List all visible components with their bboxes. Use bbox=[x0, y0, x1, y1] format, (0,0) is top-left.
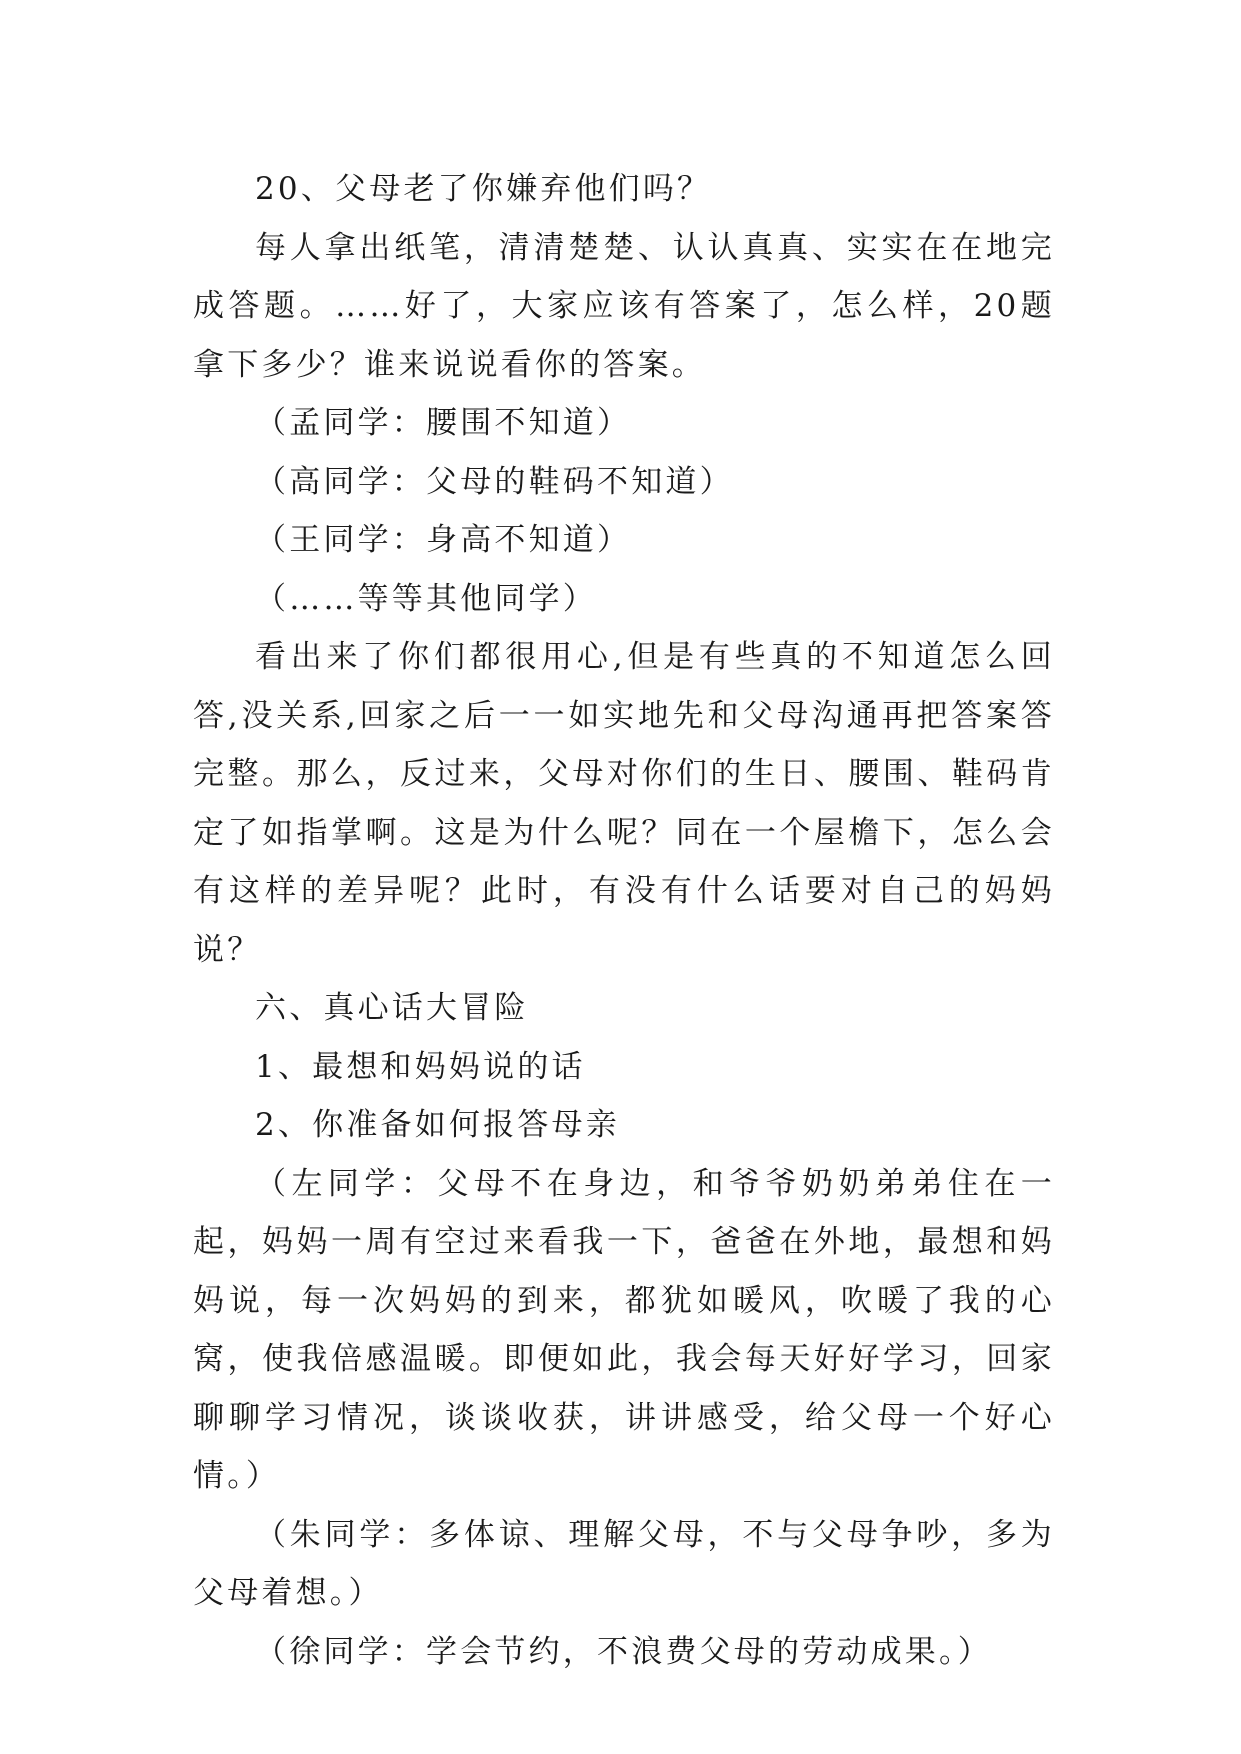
student-answer-xu: （徐同学：学会节约，不浪费父母的劳动成果。） bbox=[255, 1633, 992, 1670]
student-answer-zuo: （左同学：父母不在身边，和爷爷奶奶弟弟住在一起，妈妈一周有空过来看我一下，爸爸在外地，最想和妈妈说，每一次妈妈的到来，都犹如暖风，吹暖了我的心窝，使我倍感温暖。即便如此，我会每天好好学习，回家聊聊学习情况，谈谈收获，讲讲感受，给父母一个好心情。） bbox=[193, 1165, 1055, 1494]
student-answer-wang: （王同学：身高不知道） bbox=[255, 522, 632, 558]
instruction-paragraph: 每人拿出纸笔，清清楚楚、认认真真、实实在在地完成答题。……好了，大家应该有答案了，怎么样，20题拿下多少？谁来说说看你的答案。 bbox=[193, 229, 1055, 383]
section-heading-6: 六、真心话大冒险 bbox=[255, 990, 529, 1026]
student-answer-gao: （高同学：父母的鞋码不知道） bbox=[255, 463, 734, 500]
student-answer-others: （……等等其他同学） bbox=[255, 580, 597, 617]
student-answer-zhu: （朱同学：多体谅、理解父母，不与父母争吵，多为父母着想。） bbox=[193, 1516, 1055, 1611]
student-answer-meng: （孟同学：腰围不知道） bbox=[255, 405, 632, 441]
document-body bbox=[193, 160, 1055, 1681]
list-item-2: 2、你准备如何报答母亲 bbox=[255, 1107, 620, 1143]
question-20: 20、父母老了你嫌弃他们吗？ bbox=[255, 171, 712, 207]
teacher-comment-paragraph: 看出来了你们都很用心,但是有些真的不知道怎么回答,没关系,回家之后一一如实地先和父母沟通再把答案答完整。那么，反过来，父母对你们的生日、腰围、鞋码肯定了如指掌啊。这是为什么呢？同在一个屋檐下，怎么会有这样的差异呢？此时，有没有什么话要对自己的妈妈说？ bbox=[193, 639, 1055, 968]
list-item-1: 1、最想和妈妈说的话 bbox=[255, 1048, 586, 1085]
